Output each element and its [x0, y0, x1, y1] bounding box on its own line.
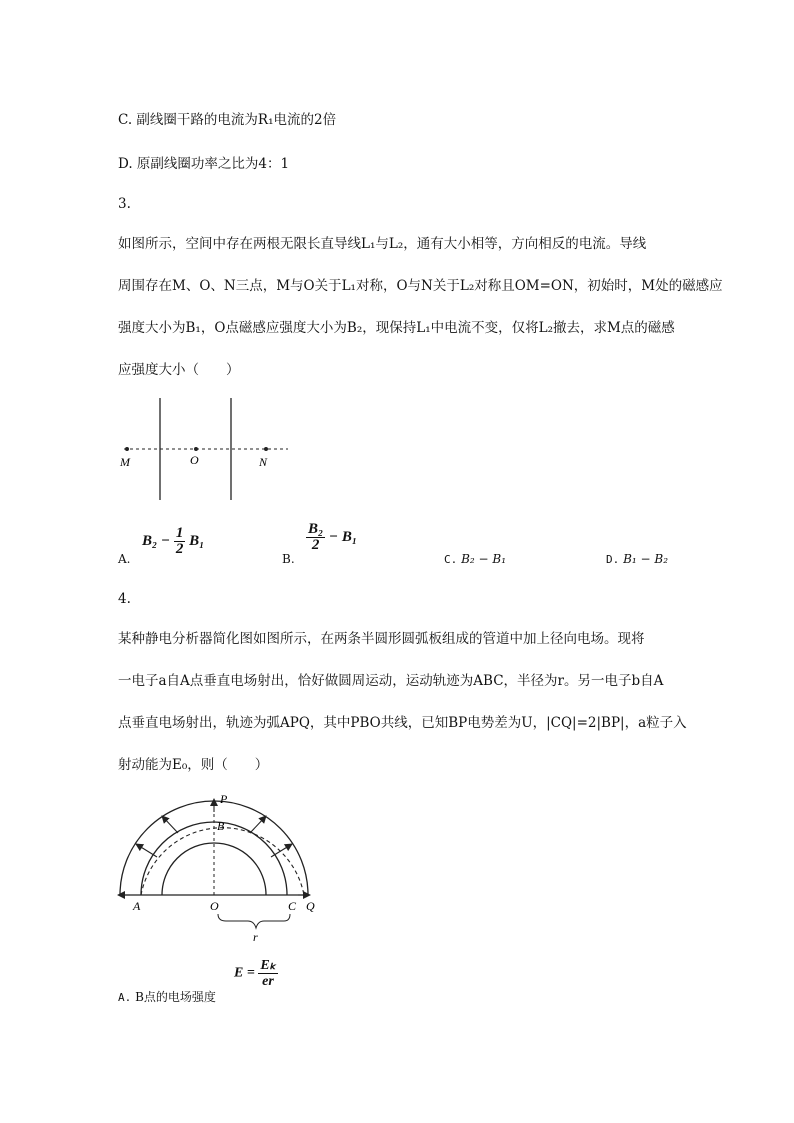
question-4-line: 射动能为E₀，则（ ） [118, 757, 269, 773]
label-c: C [288, 899, 297, 913]
label-m: M [120, 455, 130, 469]
question-3-line: 周围存在M、O、N三点，M与O关于L₁对称，O与N关于L₂对称且OM=ON，初始时，M处的磁感应 [118, 278, 723, 294]
option-formula: B₁ − B₂ [623, 552, 669, 566]
question-4-line: 某种静电分析器简化图如图所示，在两条半圆形圆弧板组成的管道中加上径向电场。现将 [118, 631, 645, 647]
label-p: P [220, 792, 228, 806]
fraction [174, 526, 186, 557]
label-r: r [253, 930, 258, 944]
point-o [194, 447, 198, 451]
label-a: A [133, 899, 141, 913]
option-d-text: D. 原副线圈功率之比为4：1 [118, 156, 290, 172]
q3-option-a-letter: A. [118, 552, 131, 566]
point-n [264, 447, 268, 451]
label-o: O [190, 453, 199, 467]
formula-part: − B₁ [328, 528, 358, 545]
fraction-numerator: Eₖ [260, 958, 276, 973]
question-4-line: 点垂直电场射出，轨迹为弧APQ，其中PBO共线，已知BP电势差为U，|CQ|=2|BP|，a粒子入 [118, 715, 687, 731]
fraction-numerator: 1 [175, 525, 184, 541]
formula-part: B₁ [189, 532, 205, 549]
q4-option-a-formula [234, 958, 278, 989]
question-3-line: 应强度大小（ ） [118, 362, 240, 378]
question-4-line: 一电子a自A点垂直电场射出，恰好做圆周运动，运动轨迹为ABC，半径为r。另一电子b自A [118, 673, 664, 689]
arrow-icon [136, 844, 157, 857]
label-o: O [210, 899, 219, 913]
fraction-denominator: er [262, 974, 274, 989]
fraction-denominator: 2 [311, 537, 320, 553]
fraction [306, 522, 325, 553]
option-letter: A. [118, 991, 132, 1004]
point-m [125, 447, 129, 451]
fraction-denominator: 2 [175, 541, 184, 557]
q4-option-a [118, 988, 216, 1005]
option-text: B点的电场强度 [135, 990, 216, 1004]
label-n: N [259, 455, 268, 469]
label-b: B [217, 819, 225, 833]
option-formula: B₂ − B₁ [461, 552, 507, 566]
formula-part: B₂ − [142, 532, 171, 549]
radius-brace [218, 914, 290, 928]
question-4-figure [110, 790, 335, 945]
question-4-number: 4. [118, 591, 131, 607]
q3-option-d [606, 552, 668, 566]
option-c-text: C. 副线圈干路的电流为R₁电流的2倍 [118, 112, 337, 128]
q3-option-b-formula [306, 522, 357, 553]
question-3-number: 3. [118, 196, 131, 212]
arrow-icon [162, 816, 178, 833]
question-3-line: 如图所示，空间中存在两根无限长直导线L₁与L₂，通有大小相等，方向相反的电流。导线 [118, 236, 647, 252]
question-3-line: 强度大小为B₁，O点磁感应强度大小为B₂，现保持L₁中电流不变，仅将L₂撤去，求M点的磁感 [118, 320, 675, 336]
question-4-text [118, 627, 687, 795]
q3-option-a-formula [142, 526, 204, 557]
q3-option-c [444, 552, 506, 566]
question-3-figure [110, 395, 300, 505]
q3-option-b-letter: B. [282, 552, 295, 566]
question-3-text [118, 232, 723, 400]
fraction-numerator: B₂ [308, 521, 324, 537]
formula-part: E = [234, 965, 255, 981]
option-letter: D. [606, 553, 620, 566]
fraction [258, 958, 277, 989]
label-q: Q [306, 899, 315, 913]
arrow-icon [250, 816, 266, 833]
option-letter: C. [444, 553, 458, 566]
